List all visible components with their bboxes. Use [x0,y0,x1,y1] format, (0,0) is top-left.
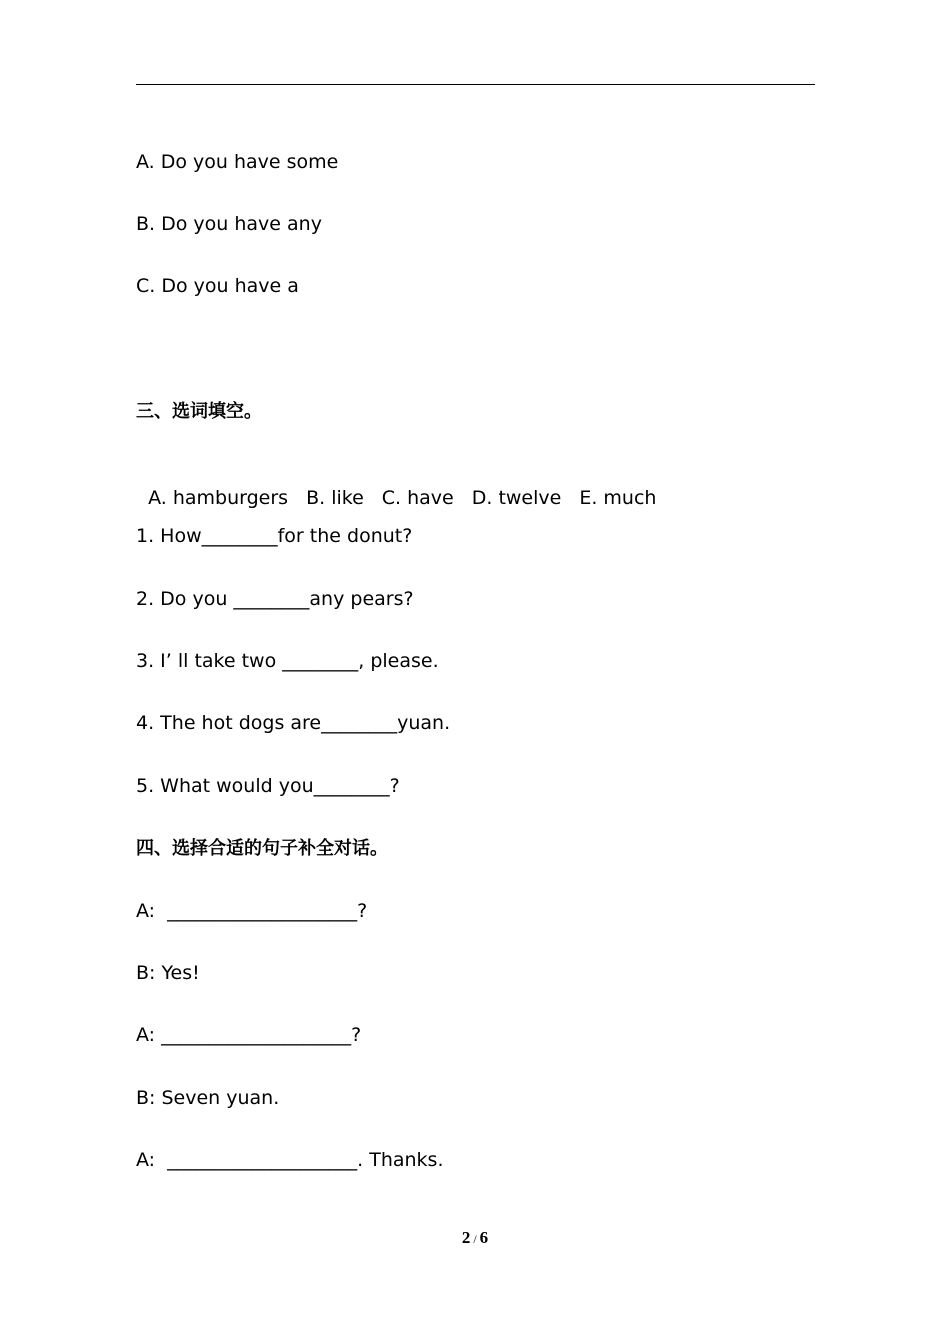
option-c: C. Do you have a [136,275,299,297]
word-bank-item: C. have [381,487,454,509]
dialogue-line-1: A: ____________________? [136,900,368,922]
word-bank [136,462,674,510]
dialogue-line-4: B: Seven yuan. [136,1087,280,1109]
dialogue-line-3: A: ____________________? [136,1024,362,1046]
question-1: 1. How________for the donut? [136,525,413,547]
total-pages: 6 [479,1228,489,1247]
page-number [0,1228,950,1248]
option-b: B. Do you have any [136,213,322,235]
question-2: 2. Do you ________any pears? [136,588,414,610]
current-page: 2 [461,1228,471,1247]
dialogue-line-5: A: ____________________. Thanks. [136,1149,444,1171]
section4-title: 四、选择合适的句子补全对话。 [136,838,388,859]
question-3: 3. I’ ll take two ________, please. [136,650,439,672]
dialogue-line-2: B: Yes! [136,962,200,984]
section3-title: 三、选词填空。 [136,401,262,422]
word-bank-item: A. hamburgers [148,487,289,509]
page-separator: / [473,1232,477,1246]
question-4: 4. The hot dogs are________yuan. [136,712,451,734]
header-rule [136,84,815,85]
word-bank-item: B. like [306,487,364,509]
word-bank-item: E. much [579,487,657,509]
word-bank-item: D. twelve [471,487,562,509]
option-a: A. Do you have some [136,151,339,173]
question-5: 5. What would you________? [136,775,400,797]
